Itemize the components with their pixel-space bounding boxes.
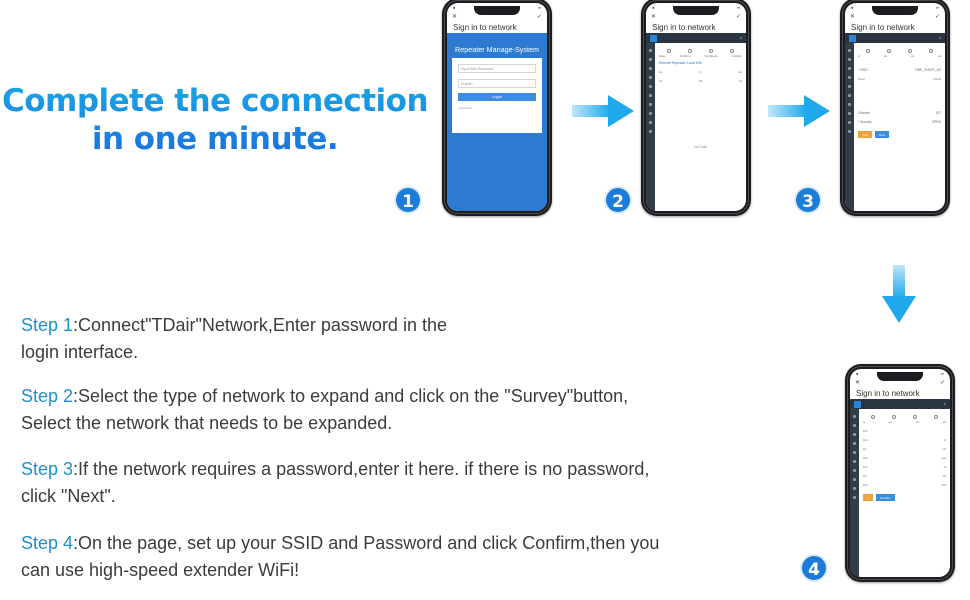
security-label: * Security <box>858 120 872 124</box>
wizard-step-scan: Scan <box>659 54 666 58</box>
headline-line-1: Complete the connection <box>1 83 429 119</box>
logo-icon <box>650 35 657 42</box>
check-icon[interactable]: ✓ <box>536 13 542 20</box>
step-badge-3: 3 <box>794 186 822 214</box>
phone-step-4: ● ▪▪ ✕ ✓ Sign in to network ≡ ▪▪ ▪▪▪ ▪▪▪ ▪▪▪ ▪▪▪▪ ▪▪▪▪ ▪▪ ▪▪▪ ▪▪▪ ▪▪▪▪ ▪▪▪▪ ▪▪▪▪ ▪▪ ▪▪▪ ▪▪▪ ▪▪▪▪ ▪▪▪▪ ▪▪ Confirm <box>845 364 955 582</box>
step-badge-1: 1 <box>394 186 422 214</box>
wizard-step-confirm-2: Confirm <box>731 54 742 58</box>
admin-sidebar <box>850 409 859 577</box>
login-card <box>452 41 542 133</box>
wizard-step-configure: Configure <box>704 54 718 58</box>
empty-state: No Data <box>694 145 707 149</box>
close-icon[interactable]: ✕ <box>651 13 657 20</box>
close-icon[interactable]: ✕ <box>452 13 458 20</box>
step-2-line-2: Select the network that needs to be expanded. <box>21 413 393 433</box>
login-button[interactable]: Login <box>458 93 536 101</box>
step-3-text <box>21 456 649 510</box>
step-1-text <box>21 312 447 366</box>
step-4-line-2: can use high-speed extender WiFi! <box>21 560 300 580</box>
close-icon[interactable]: ✕ <box>850 13 856 20</box>
arrow-right-icon <box>572 95 634 127</box>
close-icon[interactable]: ✕ <box>855 379 861 386</box>
headline <box>0 82 430 158</box>
step-4-text <box>21 530 659 584</box>
arrow-right-icon <box>768 95 830 127</box>
menu-icon[interactable]: ≡ <box>740 36 742 40</box>
headline-line-2: in one minute. <box>91 121 339 157</box>
step-2-line-1: :Select the type of network to expand and click on the "Survey"button, <box>73 386 629 406</box>
sheet-title: Sign in to network <box>646 21 746 36</box>
sheet-title: Sign in to network <box>845 21 945 36</box>
phone-step-3: ● ▪▪ ✕ ✓ Sign in to network ≡ ▪▪ ▪▪▪ ▪▪▪ ▪▪▪ * SSID FINE_GUEST_5G ▪▪▪▪▪▪ ▪▪▪▪▪▪▪ Channel 157 * Security OPEN Prev Next <box>840 0 950 216</box>
menu-icon[interactable]: ≡ <box>944 402 946 406</box>
prev-button[interactable]: Prev <box>858 131 872 138</box>
confirm-button[interactable]: Confirm <box>876 494 895 501</box>
check-icon[interactable]: ✓ <box>939 379 945 386</box>
sheet-title: Sign in to network <box>447 21 547 36</box>
logo-icon <box>854 401 861 408</box>
ssid-value[interactable]: FINE_GUEST_5G <box>914 68 941 72</box>
ssid-label: * SSID <box>858 68 868 72</box>
logo-icon <box>849 35 856 42</box>
phone-step-2: ● ▪▪ ✕ ✓ Sign in to network ≡ Scan Confirm Configure Confirm Remote Repeater Local Wifi ▪▪▪ ▪▪ ▪▪▪ ▪▪▪ ▪▪▪ ▪▪▪ No Data <box>641 0 751 216</box>
step-1-label: Step 1 <box>21 315 74 335</box>
next-button[interactable]: Next <box>875 131 889 138</box>
sheet-title: Sign in to network <box>850 387 950 402</box>
step-1-line-2: login interface. <box>21 342 139 362</box>
channel-value[interactable]: 157 <box>935 111 941 115</box>
step-3-line-2: click "Next". <box>21 486 116 506</box>
channel-label: Channel <box>858 111 870 115</box>
check-icon[interactable]: ✓ <box>934 13 940 20</box>
step-3-line-1: :If the network requires a password,enter it here. if there is no password, <box>73 459 650 479</box>
security-value[interactable]: OPEN <box>931 120 941 124</box>
phone-step-1: ● ▪▪ ✕ ✓ Sign in to network Repeater Manage-System Input Web Password English Login ▪▪▪▪▪▪▪▪▪▪▪▪▪ <box>442 0 552 216</box>
prev-button[interactable]: ▪▪ <box>863 494 873 501</box>
step-3-label: Step 3 <box>21 459 74 479</box>
step-1-line-1: :Connect"TDair"Network,Enter password in the <box>73 315 447 335</box>
admin-sidebar <box>646 43 655 211</box>
step-badge-2: 2 <box>604 186 632 214</box>
step-2-label: Step 2 <box>21 386 74 406</box>
admin-sidebar <box>845 43 854 211</box>
language-select[interactable]: English <box>458 79 536 88</box>
password-input[interactable]: Input Web Password <box>458 64 536 73</box>
wizard-step-confirm: Confirm <box>679 54 691 58</box>
step-2-text <box>21 383 628 437</box>
app-title: Repeater Manage-System <box>452 41 542 58</box>
step-badge-4: 4 <box>800 554 828 582</box>
step-4-label: Step 4 <box>21 533 74 553</box>
check-icon[interactable]: ✓ <box>735 13 741 20</box>
login-hint: ▪▪▪▪▪▪▪▪▪▪▪▪▪ <box>458 106 472 110</box>
menu-icon[interactable]: ≡ <box>939 36 941 40</box>
step-4-line-1: :On the page, set up your SSID and Password and click Confirm,then you <box>73 533 660 553</box>
mode-tabs[interactable]: Remote Repeater Local Wifi <box>659 61 702 65</box>
arrow-down-icon <box>882 265 916 323</box>
